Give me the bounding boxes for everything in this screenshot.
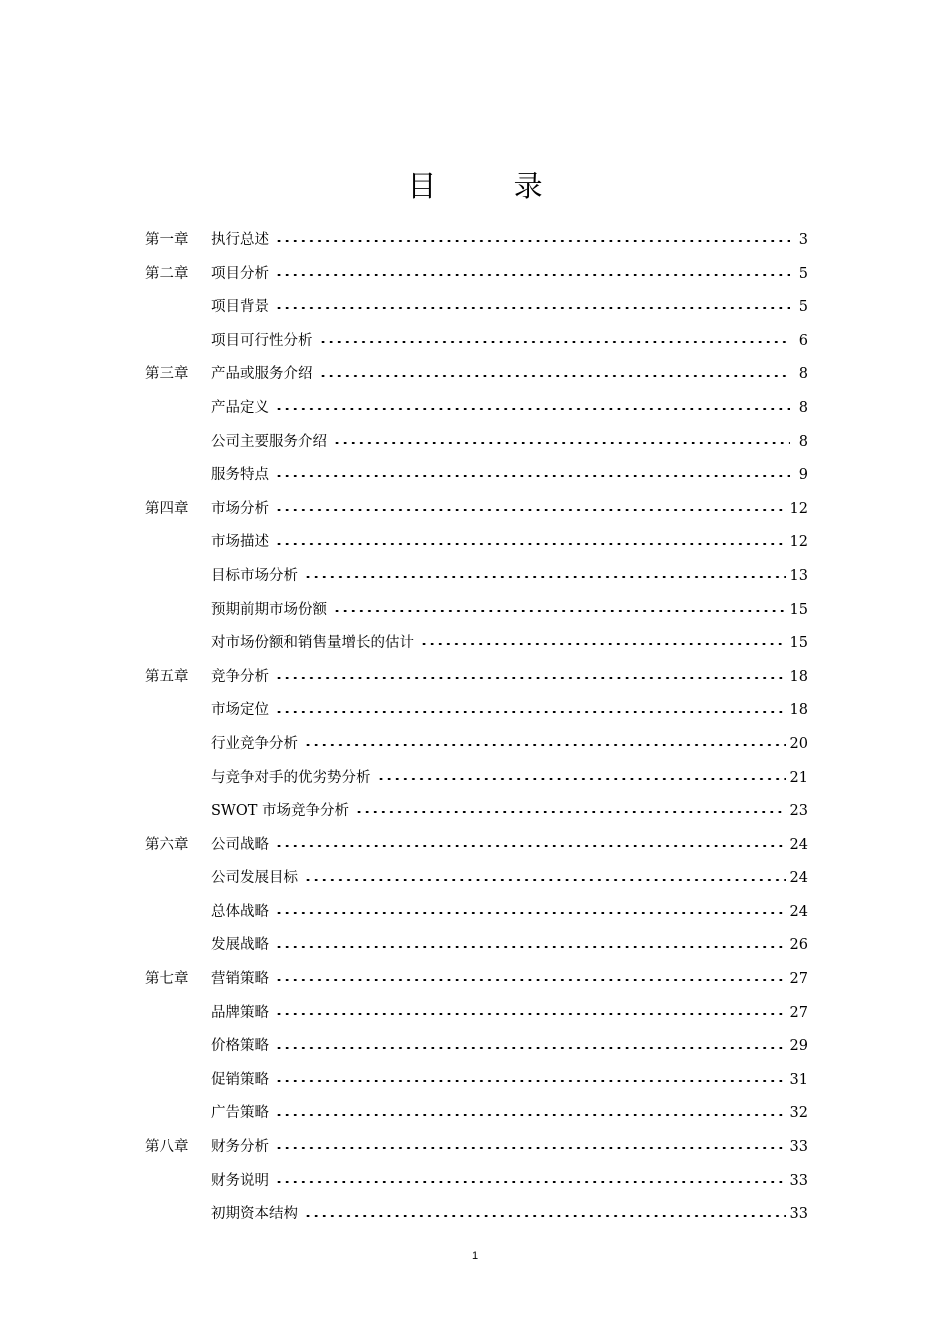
dot-leader — [275, 912, 786, 914]
toc-entry[interactable] — [211, 627, 808, 661]
toc-entry[interactable] — [211, 426, 808, 460]
toc-row[interactable] — [0, 929, 950, 963]
dot-leader — [333, 610, 786, 612]
toc-row[interactable] — [0, 1030, 950, 1064]
toc-title: 目 录 — [407, 169, 577, 203]
dot-leader — [275, 274, 790, 276]
toc-row[interactable] — [0, 862, 950, 896]
dot-leader — [275, 1181, 786, 1183]
toc-entry-title: 公司发展目标 — [211, 870, 298, 887]
toc-entry[interactable] — [211, 829, 808, 863]
toc-entry-title: 发展战略 — [211, 937, 269, 954]
toc-page-number: 31 — [789, 1071, 808, 1088]
toc-page-number: 6 — [798, 332, 808, 349]
toc-entry[interactable] — [211, 762, 808, 796]
dot-leader — [304, 744, 786, 746]
toc-page-number: 29 — [789, 1038, 808, 1055]
toc-row[interactable] — [0, 1198, 950, 1232]
dot-leader — [275, 509, 786, 511]
toc-entry-title: 公司主要服务介绍 — [211, 433, 327, 450]
toc-page-number: 8 — [798, 366, 808, 383]
toc-entry[interactable] — [211, 392, 808, 426]
toc-page-number: 12 — [789, 534, 808, 551]
toc-page-number: 27 — [789, 971, 808, 988]
toc-entry[interactable] — [211, 862, 808, 896]
toc-entry-title: 服务特点 — [211, 467, 269, 484]
toc-entry[interactable] — [211, 560, 808, 594]
toc-row[interactable] — [0, 224, 950, 258]
toc-entry[interactable] — [211, 459, 808, 493]
dot-leader — [275, 307, 790, 309]
toc-entry-title: 行业竞争分析 — [211, 735, 298, 752]
toc-page-number: 15 — [789, 601, 808, 618]
toc-entry-title: 初期资本结构 — [211, 1206, 298, 1223]
toc-entry[interactable] — [211, 1165, 808, 1199]
toc-page-number: 8 — [798, 399, 808, 416]
toc-entry-title: 项目分析 — [211, 265, 269, 282]
toc-entry-title: 总体战略 — [211, 903, 269, 920]
toc-entry[interactable] — [211, 997, 808, 1031]
toc-page-number: 24 — [789, 836, 808, 853]
toc-entry[interactable] — [211, 963, 808, 997]
toc-row[interactable] — [0, 627, 950, 661]
toc-entry-title: 价格策略 — [211, 1038, 269, 1055]
toc-page-number: 33 — [789, 1172, 808, 1189]
dot-leader — [275, 711, 786, 713]
toc-entry-title: 竞争分析 — [211, 668, 269, 685]
dot-leader — [304, 1215, 786, 1217]
toc-row[interactable] — [0, 560, 950, 594]
toc-entry[interactable] — [211, 694, 808, 728]
toc-entry[interactable] — [211, 325, 808, 359]
dot-leader — [275, 1114, 786, 1116]
toc-page-number: 24 — [789, 870, 808, 887]
dot-leader — [275, 677, 786, 679]
toc-page-number: 32 — [789, 1105, 808, 1122]
toc-row[interactable] — [0, 325, 950, 359]
toc-row[interactable] — [0, 1165, 950, 1199]
toc-entry-title: 财务分析 — [211, 1139, 269, 1156]
toc-entry[interactable] — [211, 728, 808, 762]
dot-leader — [275, 845, 786, 847]
toc-row[interactable] — [0, 526, 950, 560]
dot-leader — [275, 1013, 786, 1015]
dot-leader — [275, 408, 790, 410]
toc-page-number: 5 — [798, 265, 808, 282]
toc-entry[interactable] — [211, 1198, 808, 1232]
dot-leader — [319, 375, 791, 377]
dot-leader — [275, 475, 790, 477]
toc-row[interactable] — [0, 963, 950, 997]
toc-entry[interactable] — [211, 795, 808, 829]
toc-page-number: 18 — [789, 702, 808, 719]
toc-row[interactable] — [0, 728, 950, 762]
toc-page-number: 5 — [798, 299, 808, 316]
dot-leader — [275, 979, 786, 981]
toc-entry[interactable] — [211, 1064, 808, 1098]
page-number: 1 — [471, 1250, 479, 1262]
toc-page-number: 13 — [789, 567, 808, 584]
toc-row[interactable] — [0, 762, 950, 796]
toc-row[interactable] — [0, 291, 950, 325]
dot-leader — [420, 643, 786, 645]
toc-entry-title: 公司战略 — [211, 836, 269, 853]
toc-chapter-label: 第八章 — [145, 1139, 189, 1156]
toc-entry[interactable] — [211, 896, 808, 930]
toc-row[interactable] — [0, 258, 950, 292]
toc-entry[interactable] — [211, 224, 808, 258]
toc-entry-title: 财务说明 — [211, 1172, 269, 1189]
toc-entry[interactable] — [211, 258, 808, 292]
toc-entry-title: SWOT 市场竞争分析 — [211, 803, 350, 820]
toc-page-number: 15 — [789, 635, 808, 652]
toc-entry-title: 执行总述 — [211, 232, 269, 248]
toc-row[interactable] — [0, 459, 950, 493]
toc-page-number: 24 — [789, 903, 808, 920]
toc-entry[interactable] — [211, 929, 808, 963]
toc-entry-title: 目标市场分析 — [211, 567, 298, 584]
toc-entry-title: 广告策略 — [211, 1105, 269, 1122]
toc-chapter-label: 第五章 — [145, 668, 189, 685]
dot-leader — [275, 543, 786, 545]
toc-row[interactable] — [0, 594, 950, 628]
toc-entry-title: 市场定位 — [211, 702, 269, 719]
toc-entry-title: 与竞争对手的优劣势分析 — [211, 769, 371, 786]
dot-leader — [275, 946, 786, 948]
toc-entry[interactable] — [211, 526, 808, 560]
toc-row[interactable] — [0, 392, 950, 426]
toc-row[interactable] — [0, 493, 950, 527]
toc-page-number: 21 — [789, 769, 808, 786]
toc-entry-title: 对市场份额和销售量增长的估计 — [211, 635, 414, 652]
toc-entry-title: 产品定义 — [211, 399, 269, 416]
toc-entry-title: 项目可行性分析 — [211, 332, 313, 349]
toc-chapter-label: 第四章 — [145, 500, 189, 517]
dot-leader — [333, 442, 790, 444]
toc-entry[interactable] — [211, 493, 808, 527]
toc-row[interactable] — [0, 358, 950, 392]
toc-chapter-label: 第三章 — [145, 366, 189, 383]
toc-entry-title: 营销策略 — [211, 971, 269, 988]
dot-leader — [275, 1047, 786, 1049]
dot-leader — [304, 879, 786, 881]
toc-row[interactable] — [0, 997, 950, 1031]
toc-entry-title: 市场描述 — [211, 534, 269, 551]
toc-row[interactable] — [0, 829, 950, 863]
toc-page-number: 33 — [789, 1139, 808, 1156]
toc-page-number: 23 — [789, 803, 808, 820]
toc-entry[interactable] — [211, 1131, 808, 1165]
toc-page-number: 9 — [798, 467, 808, 484]
dot-leader — [275, 1080, 786, 1082]
dot-leader — [304, 576, 786, 578]
toc-page-number: 3 — [798, 232, 808, 248]
toc-page-number: 18 — [789, 668, 808, 685]
dot-leader — [275, 1147, 786, 1149]
toc-entry-title: 项目背景 — [211, 299, 269, 316]
dot-leader — [319, 341, 791, 343]
toc-page-number: 12 — [789, 500, 808, 517]
toc-row[interactable] — [0, 661, 950, 695]
toc-entry[interactable] — [211, 358, 808, 392]
toc-row[interactable] — [0, 694, 950, 728]
toc-chapter-label: 第一章 — [145, 232, 189, 248]
toc-entry-title: 市场分析 — [211, 500, 269, 517]
toc-row[interactable] — [0, 896, 950, 930]
toc-row[interactable] — [0, 1131, 950, 1165]
dot-leader — [377, 778, 786, 780]
toc-entry-title: 产品或服务介绍 — [211, 366, 313, 383]
toc-entry[interactable] — [211, 1097, 808, 1131]
toc-page-number: 20 — [789, 735, 808, 752]
toc-entry[interactable] — [211, 1030, 808, 1064]
toc-page-number: 33 — [789, 1206, 808, 1223]
toc-row[interactable] — [0, 426, 950, 460]
toc-row[interactable] — [0, 1097, 950, 1131]
toc-list — [0, 224, 950, 1232]
toc-entry-title: 促销策略 — [211, 1071, 269, 1088]
toc-row[interactable] — [0, 1064, 950, 1098]
toc-entry-title: 预期前期市场份额 — [211, 601, 327, 618]
toc-entry[interactable] — [211, 594, 808, 628]
toc-chapter-label: 第七章 — [145, 971, 189, 988]
toc-chapter-label: 第六章 — [145, 836, 189, 853]
toc-row[interactable] — [0, 795, 950, 829]
toc-page-number: 26 — [789, 937, 808, 954]
dot-leader — [275, 240, 790, 242]
toc-page-number: 27 — [789, 1004, 808, 1021]
dot-leader — [355, 811, 786, 813]
toc-entry-title: 品牌策略 — [211, 1004, 269, 1021]
toc-entry[interactable] — [211, 291, 808, 325]
toc-entry[interactable] — [211, 661, 808, 695]
toc-page-number: 8 — [798, 433, 808, 450]
toc-chapter-label: 第二章 — [145, 265, 189, 282]
